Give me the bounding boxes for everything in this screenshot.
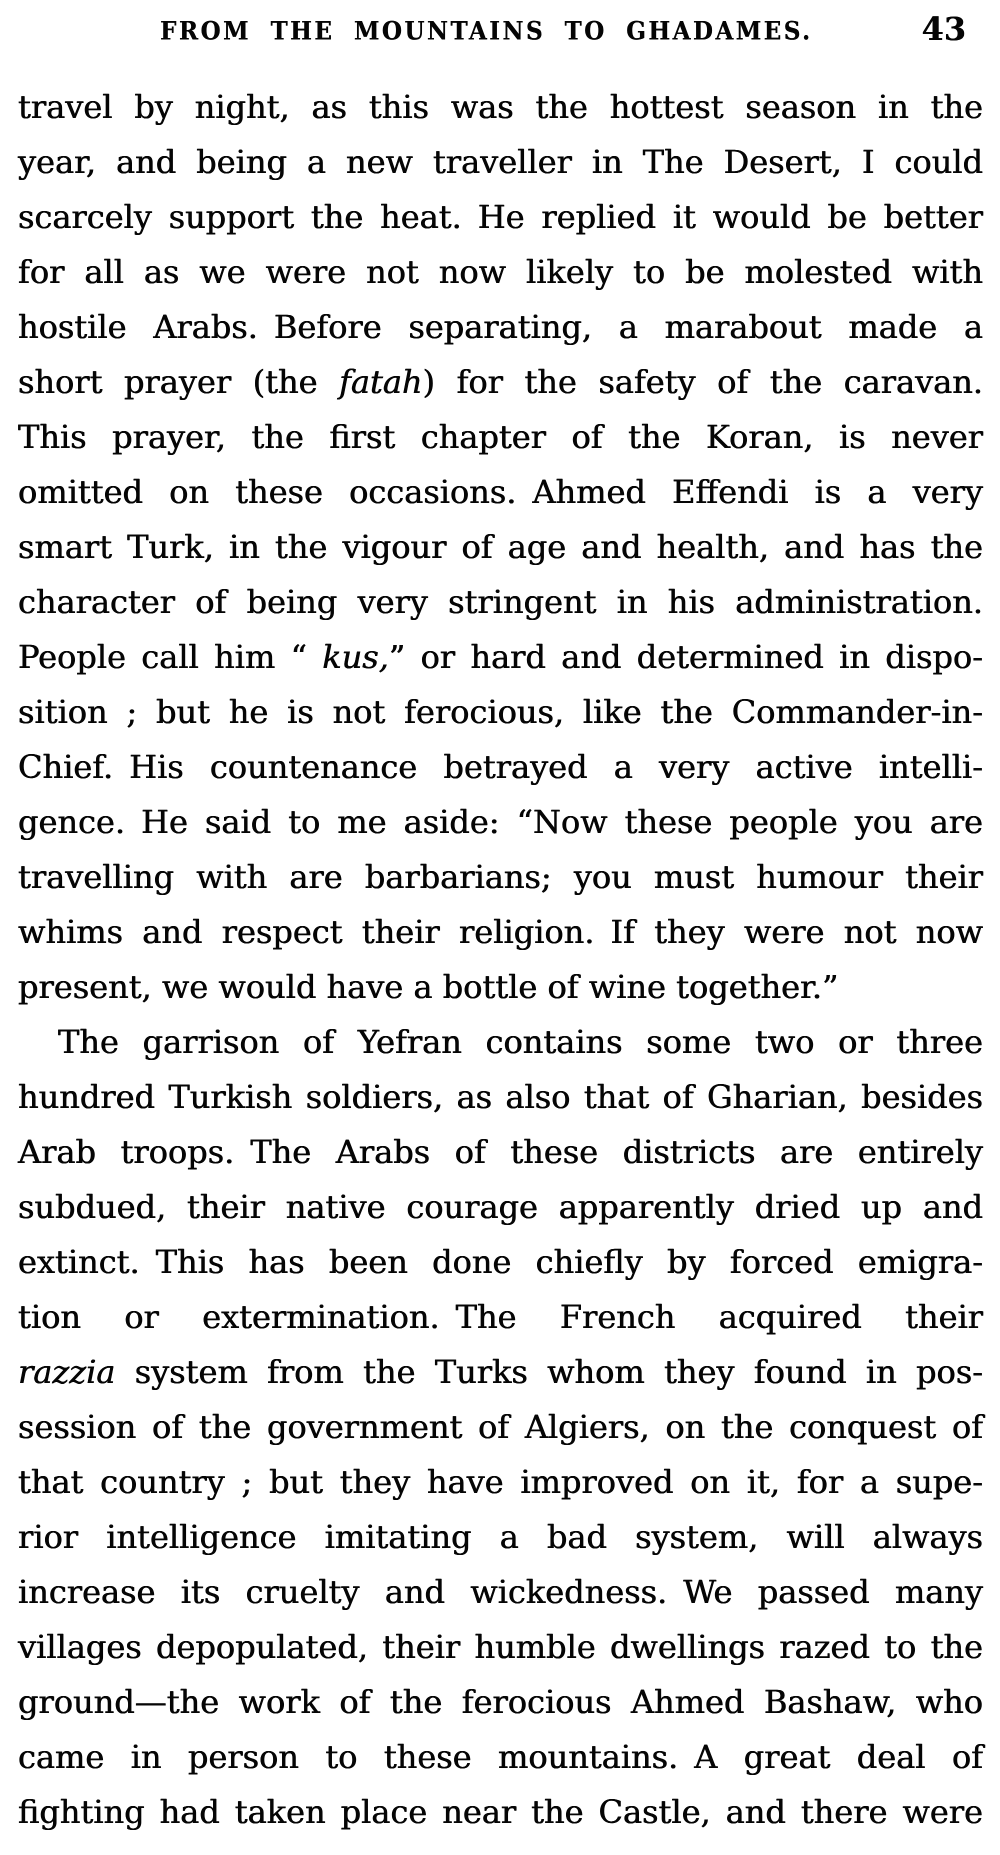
text-line [18, 850, 983, 905]
text-segment: The garrison of Yefran contains some two or three [58, 1023, 983, 1061]
text-segment: Arab troops. The Arabs of these districts are entirely [18, 1133, 983, 1171]
text-segment: People call him “ [18, 638, 323, 676]
text-segment: hundred Turkish soldiers, as also that of Gharian, besides [18, 1078, 983, 1116]
text-line [18, 300, 983, 355]
text-line [18, 1785, 983, 1840]
running-title: FROM THE MOUNTAINS TO GHADAMES. [160, 16, 813, 47]
text-segment: present, we would have a bottle of wine together.” [18, 968, 839, 1006]
text-line [18, 1070, 983, 1125]
text-segment: year, and being a new traveller in The Desert, I could [18, 143, 983, 181]
text-segment: ) for the safety of the caravan. [422, 363, 984, 401]
text-line [18, 1620, 983, 1675]
text-line [18, 245, 983, 300]
text-segment: hostile Arabs. Before separating, a marabout made a [18, 308, 983, 346]
text-segment: system from the Turks whom they found in pos- [115, 1353, 983, 1391]
text-line [18, 190, 983, 245]
text-line [18, 355, 983, 410]
text-line [18, 465, 983, 520]
text-line [18, 1125, 983, 1180]
text-segment: extinct. This has been done chiefly by forced emigra- [18, 1243, 983, 1281]
text-segment: that country ; but they have improved on it, for a supe- [18, 1463, 983, 1501]
page-number: 43 [921, 10, 966, 48]
text-line [18, 80, 983, 135]
text-line [18, 410, 983, 465]
text-segment: came in person to these mountains. A great deal of [18, 1738, 983, 1776]
text-line [18, 1180, 983, 1235]
text-segment: whims and respect their religion. If they were not now [18, 913, 983, 951]
text-segment: tion or extermination. The French acquired their [18, 1298, 983, 1336]
text-line [18, 685, 983, 740]
text-line [18, 740, 983, 795]
italic-word: kus, [322, 638, 389, 676]
text-line [18, 1565, 983, 1620]
text-segment: rior intelligence imitating a bad system, will always [18, 1518, 983, 1556]
page-header [0, 10, 1000, 58]
text-line [18, 905, 983, 960]
text-segment: increase its cruelty and wickedness. We passed many [18, 1573, 983, 1611]
text-segment: subdued, their native courage apparently dried up and [18, 1188, 983, 1226]
text-line [18, 1015, 983, 1070]
text-line [18, 575, 983, 630]
text-line [18, 1235, 983, 1290]
text-segment: short prayer (the [18, 363, 340, 401]
italic-word: razzia [18, 1353, 116, 1391]
text-segment: session of the government of Algiers, on the conquest of [18, 1408, 983, 1446]
text-segment: ” or hard and determined in dispo- [388, 638, 983, 676]
text-segment: fighting had taken place near the Castle, and there were [18, 1793, 983, 1831]
text-segment: scarcely support the heat. He replied it would be better [18, 198, 983, 236]
italic-word: fatah [339, 363, 423, 401]
text-line [18, 1510, 983, 1565]
text-segment: omitted on these occasions. Ahmed Effendi is a very [18, 473, 983, 511]
text-line [18, 1400, 983, 1455]
text-segment: smart Turk, in the vigour of age and health, and has the [18, 528, 983, 566]
text-line [18, 960, 983, 1015]
text-line [18, 1730, 983, 1785]
text-segment: villages depopulated, their humble dwellings razed to the [18, 1628, 983, 1666]
text-segment: travelling with are barbarians; you must humour their [18, 858, 983, 896]
text-line [18, 630, 983, 685]
page-body [0, 80, 1000, 1840]
text-segment: gence. He said to me aside: “Now these people you are [18, 803, 983, 841]
text-segment: for all as we were not now likely to be molested with [18, 253, 983, 291]
text-line [18, 1345, 983, 1400]
text-segment: sition ; but he is not ferocious, like the Commander-in- [18, 693, 983, 731]
text-line [18, 135, 983, 190]
text-segment: This prayer, the first chapter of the Koran, is never [18, 418, 983, 456]
text-line [18, 795, 983, 850]
text-line [18, 520, 983, 575]
text-line [18, 1675, 983, 1730]
text-segment: travel by night, as this was the hottest season in the [18, 88, 983, 126]
text-segment: character of being very stringent in his administration. [18, 583, 983, 621]
text-line [18, 1455, 983, 1510]
text-line [18, 1290, 983, 1345]
text-segment: Chief. His countenance betrayed a very active intelli- [18, 748, 983, 786]
text-segment: ground—the work of the ferocious Ahmed Bashaw, who [18, 1683, 983, 1721]
